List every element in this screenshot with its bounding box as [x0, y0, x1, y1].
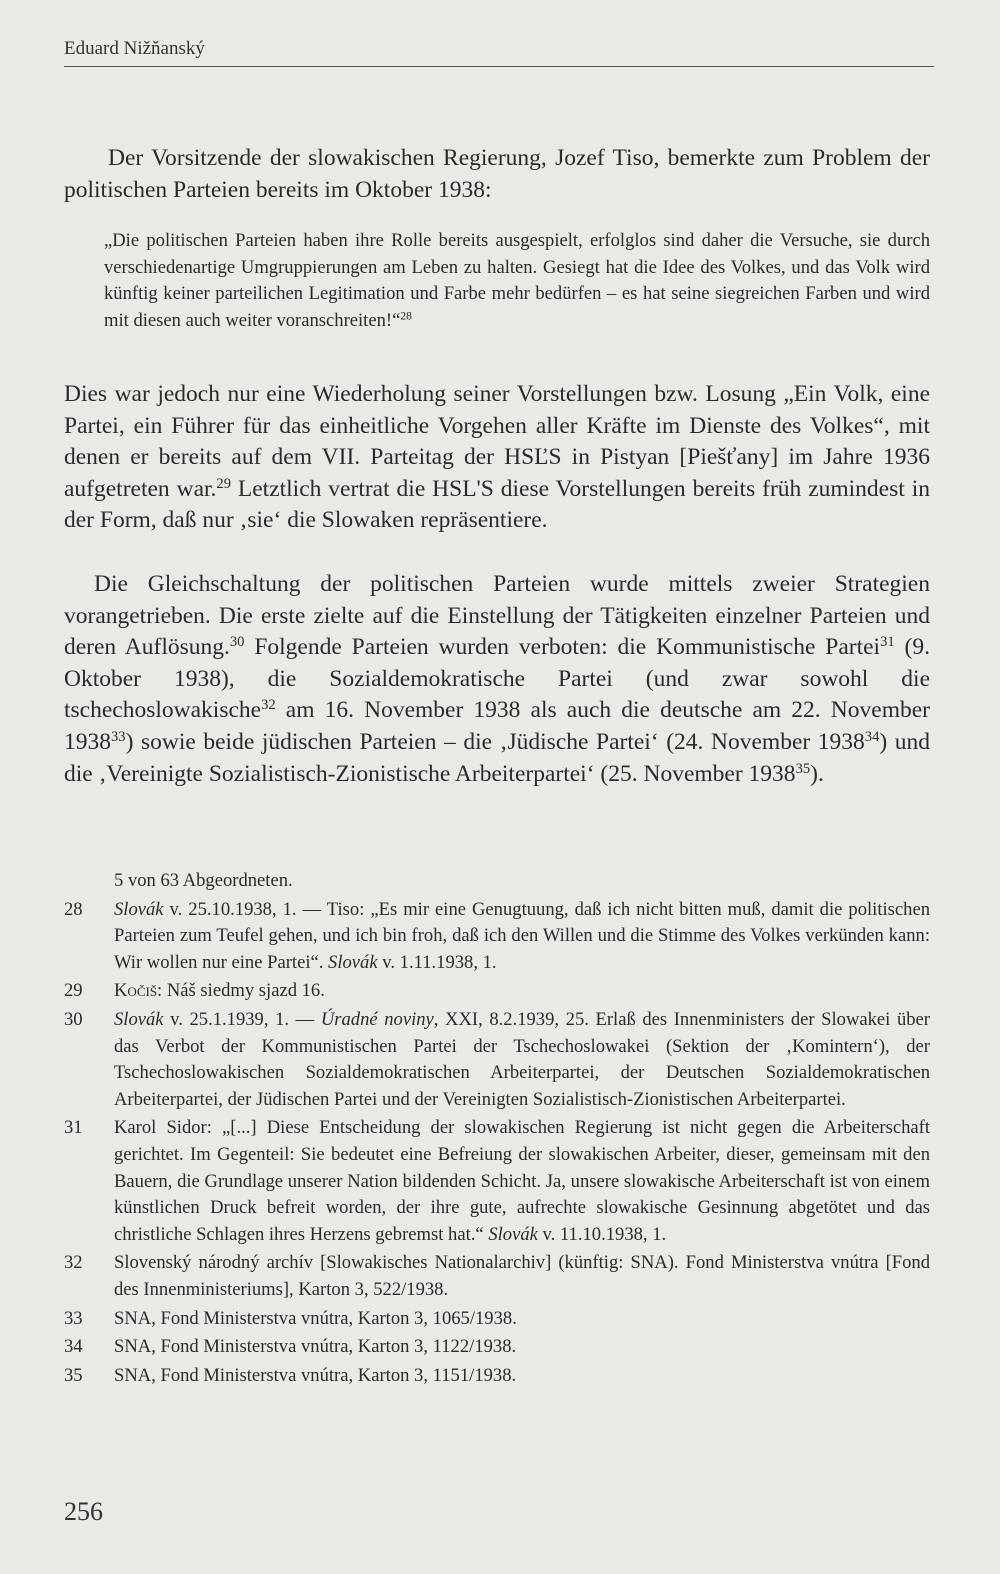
- footnote-35: [64, 1363, 930, 1390]
- citation-title: Slovák: [488, 1223, 538, 1245]
- footnote-32: [64, 1250, 930, 1303]
- citation-title: Slovák: [114, 898, 164, 920]
- footnote-29: [64, 978, 930, 1005]
- footnote-ref-35: 35: [795, 760, 811, 777]
- citation-title: Slovák: [328, 951, 378, 973]
- footnote-ref-33: 33: [111, 728, 126, 745]
- paragraph-text: Die Gleichschaltung der politischen Parteien wurde mittels zweier Strategien vorangetrieben. Die erste zielte auf die Einstellung der Tätigkeiten einzelner Parteien und deren Auflösung.: [64, 571, 930, 661]
- footnote-33: [64, 1306, 930, 1333]
- footnote-ref-30: 30: [229, 634, 245, 651]
- quote-text: „Die politischen Parteien haben ihre Rolle bereits ausgespielt, erfolglos sind daher die Versuche, sie durch verschiedenartige Umgruppierungen am Leben zu halten. Gesiegt hat die Idee des Volkes, und das Volk wird künftig keiner parteilichen Legitimation und Farbe mehr bedürfen – es hat seine siegreichen Farben und wird mit diesen auch weiter voranschreiten!“: [104, 230, 930, 331]
- footnote-text: Kočiš: Náš siedmy sjazd 16.: [114, 980, 325, 1002]
- paragraph-text: Dies war jedoch nur eine Wiederholung seiner Vorstellungen bzw. Losung „Ein Volk, eine Partei, ein Führer für das einheitliche Vorgehen aller Kräfte im Dienste des Volkes“, mit denen er bereits auf dem VII. Parteitag der HSĽS in Pistyan [Piešťany] im Jahre 1936 aufgetreten war.: [64, 381, 930, 502]
- author-name: Kočiš: [114, 980, 158, 1002]
- footnote-ref-28: 28: [400, 310, 412, 323]
- footnote-34: [64, 1334, 930, 1361]
- page-number: 256: [64, 1497, 103, 1526]
- footnote-number: 33: [64, 1307, 83, 1329]
- header-rule: [64, 66, 934, 67]
- citation-title: Úradné noviny: [320, 1008, 434, 1030]
- footnote-continuation: [64, 868, 930, 895]
- footnote-text: Slovák v. 25.1.1939, 1. — Úradné noviny, XXI, 8.2.1939, 25. Erlaß des Innenministers der Slowakei über das Verbot der Kommunistischen Partei der Tschechoslowakei (Sektion der ‚Komintern‘), der Tschechoslowakischen Sozialdemokratischen Arbeiterpartei, der Deutschen Sozialdemokratischen Arbeiterpartei, der Jüdischen Partei und der Vereinigten Sozialistisch-Zionistischen Arbeiterpartei.: [114, 1008, 930, 1110]
- paragraph-text: ) und die ‚Vereinigte Sozialistisch-Zionistische Arbeiterpartei‘ (25. November 1938: [64, 728, 930, 787]
- footnote-text: SNA, Fond Ministerstva vnútra, Karton 3, 1151/1938.: [114, 1364, 517, 1386]
- footnote-text: Slovák v. 25.10.1938, 1. — Tiso: „Es mir eine Genugtuung, daß ich nicht bitten muß, damit die politischen Parteien zum Teufel gehen, und ich bin froh, daß ich den Willen und die Stimme des Volkes verkünden kann: Wir wollen nur eine Partei“. Slovák v. 1.11.1938, 1.: [114, 898, 930, 973]
- footnote-text: 5 von 63 Abgeordneten.: [114, 870, 293, 891]
- footnote-number: 35: [64, 1364, 83, 1386]
- footnote-31: [64, 1115, 930, 1248]
- footnote-ref-31: 31: [880, 634, 895, 651]
- footnote-28: [64, 897, 930, 977]
- footnote-ref-34: 34: [864, 728, 880, 745]
- paragraph-text: Letztlich vertrat die HSL'S diese Vorstellungen bereits früh zumindest in der Form, daß nur ‚sie‘ die Slowaken repräsentiere.: [64, 475, 930, 534]
- footnote-number: 32: [64, 1252, 83, 1274]
- footnote-number: 31: [64, 1117, 83, 1139]
- footnote-text: SNA, Fond Ministerstva vnútra, Karton 3, 1065/1938.: [114, 1307, 517, 1329]
- paragraph-gleichschaltung: [64, 569, 930, 790]
- running-head: Eduard Nižňanský: [64, 38, 205, 59]
- footnote-text: Slovenský národný archív [Slowakisches Nationalarchiv] (künftig: SNA). Fond Ministerstva vnútra [Fond des Innenministeriums], Karton 3, 522/1938.: [114, 1252, 930, 1300]
- footnote-text: Karol Sidor: „[...] Diese Entscheidung der slowakischen Regierung ist nicht gegen die Arbeiterschaft gerichtet. Im Gegenteil: Sie bedeutet eine Befreiung der slowakischen Arbeiter, dieser, gemeinsam mit den Bauern, die Grundlage unserer Nation bildenden Schicht. Ja, unsere slowakische Arbeiterschaft ist von einem künstlichen Druck befreit worden, der ihre gute, aufrechte slowakische Gesinnung abgetötet und das christliche Schlagen ihres Herzens gebremst hat.“ Slovák v. 11.10.1938, 1.: [114, 1117, 930, 1245]
- paragraph-text: ).: [810, 760, 824, 787]
- block-quote: [104, 228, 930, 334]
- footnotes: [64, 868, 930, 1391]
- paragraph-text: (9. Oktober 1938), die Sozialdemokratische Partei (und zwar sowohl die tschechoslowakische: [64, 634, 930, 724]
- footnote-number: 29: [64, 980, 83, 1002]
- footnote-ref-32: 32: [261, 697, 276, 714]
- citation-title: Slovák: [114, 1008, 164, 1030]
- paragraph-text: Folgende Parteien wurden verboten: die Kommunistische Partei: [244, 634, 881, 661]
- footnote-number: 34: [64, 1336, 83, 1358]
- footnote-ref-29: 29: [216, 475, 231, 492]
- footnote-text: SNA, Fond Ministerstva vnútra, Karton 3, 1122/1938.: [114, 1336, 517, 1358]
- paragraph-text: am 16. November 1938 als auch die deutsche am 22. November 1938: [64, 697, 930, 755]
- paragraph-text: ) sowie beide jüdischen Parteien – die ‚Jüdische Partei‘ (24. November 1938: [125, 728, 865, 755]
- footnote-number: 28: [64, 898, 83, 920]
- footnote-30: [64, 1007, 930, 1113]
- paragraph-intro: Der Vorsitzende der slowakischen Regierung, Jozef Tiso, bemerkte zum Problem der politischen Parteien bereits im Oktober 1938:: [64, 145, 930, 203]
- paragraph-repetition: [64, 379, 930, 537]
- footnote-number: 30: [64, 1008, 83, 1030]
